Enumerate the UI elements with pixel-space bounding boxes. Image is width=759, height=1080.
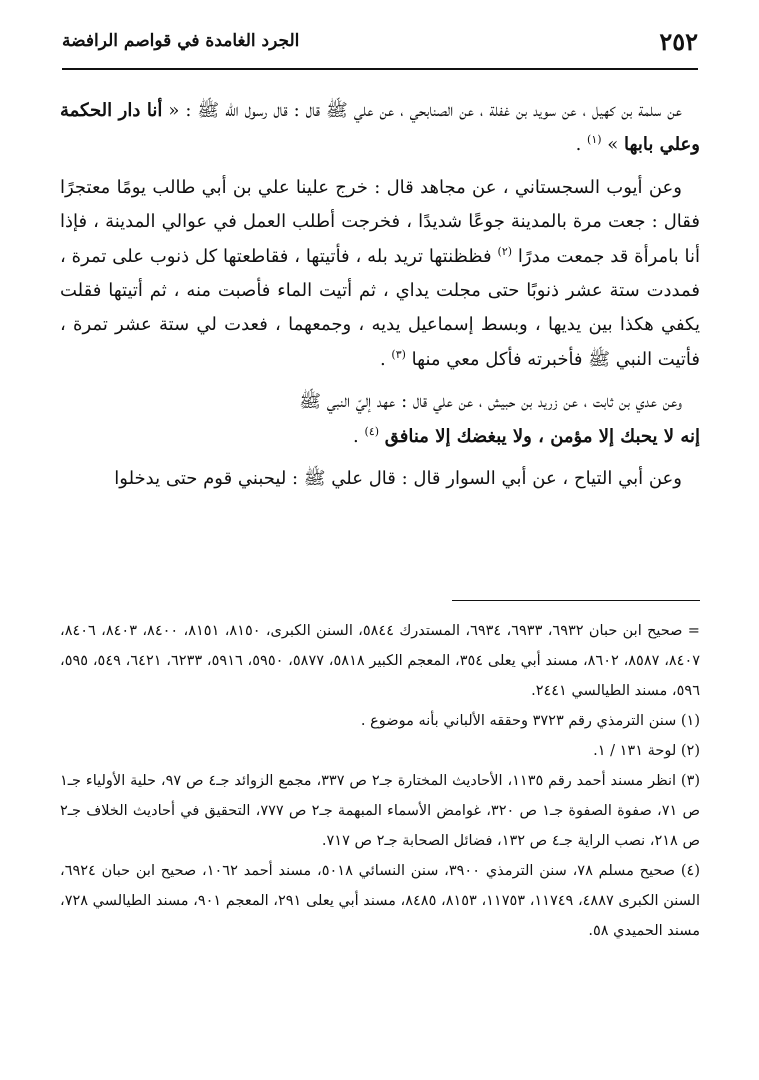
- footnote-ref-2: (٢): [497, 244, 513, 258]
- paragraph-2-text: وعن أيوب السجستاني ، عن مجاهد قال : خرج علينا علي بن أبي طالب يومًا معتجرًا فقال : جعت مرة بالمدينة جوعًا شديدًا ، فخرجت أطلب العمل في عوالي المدينة ، فإذا أنا بامرأة قد جمعت مدرًا: [60, 176, 700, 267]
- footnote-ref-1: (١): [587, 133, 602, 147]
- paragraph-1-text: عن سلمة بن كهيل ، عن سويد بن غفلة ، عن الصنابحي ، عن علي ﷺ قال : قال رسول اللّه ﷺ : «: [168, 100, 682, 121]
- paragraph-4-text: وعن أبي التياح ، عن أبي السوار قال : قال علي ﷺ : ليحبني قوم حتى يدخلوا: [114, 468, 682, 490]
- paragraph-1: [60, 94, 700, 163]
- paragraph-3-end: .: [353, 425, 359, 447]
- footnotes: [60, 616, 700, 946]
- footnote-3: (٣) انظر مسند أحمد رقم ١١٣٥، الأحاديث المختارة جـ٢ ص ٣٣٧، مجمع الزوائد جـ٤ ص ٩٧، حلية الأولياء جـ١ ص ٧١، صفوة الصفوة جـ١ ص ٣٢٠، غوامض الأسماء المبهمة جـ٢ ص ٧٧٧، التحقيق في أحاديث الخلاف جـ٢ ص ٢١٨، نصب الراية جـ٤ ص ١٣٢، فضائل الصحابة جـ٢ ص ٧١٧.: [60, 773, 701, 849]
- footnote-2: (٢) لوحة ١٣١ / ١.: [593, 743, 700, 759]
- hadith-quote-1: أنا دار الحكمة وعلي بابها: [60, 100, 700, 156]
- paragraph-2-end: .: [379, 348, 386, 370]
- footnote-ref-4: (٤): [364, 424, 380, 438]
- paragraph-3: [60, 385, 700, 454]
- running-header: [62, 20, 698, 62]
- footnote-1: (١) سنن الترمذي رقم ٣٧٢٣ وحققه الألباني بأنه موضوع .: [360, 713, 700, 729]
- paragraph-3-text: وعن عدي بن ثابت ، عن زريد بن حبيش ، عن علي قال : عهد إليّ النبي ﷺ: [299, 391, 682, 413]
- footnote-rule: [452, 600, 700, 601]
- paragraph-2: [60, 171, 700, 377]
- running-title: الجرد الغامدة في قواصم الرافضة: [62, 31, 300, 51]
- page-number: ٢٥٢: [659, 26, 698, 56]
- quote-close: »: [607, 134, 619, 156]
- hadith-quote-2: إنه لا يحبك إلا مؤمن ، ولا يبغضك إلا منافق: [384, 425, 700, 447]
- paragraph-4: [60, 462, 700, 496]
- footnote-continuation: = صحيح ابن حبان ٦٩٣٢، ٦٩٣٣، ٦٩٣٤، المستدرك ٥٨٤٤، السنن الكبرى، ٨١٥٠، ٨١٥١، ٨٤٠٠، ٨٤٠٣، ٨٤٠٦، ٨٤٠٧، ٨٥٨٧، ٨٦٠٢، مسند أبي يعلى ٣٥٤، المعجم الكبير ٥٨١٨، ٥٨٧٧، ٥٩٥٠، ٥٩١٦، ٦٢٣٣، ٦٤٢١، ٥٤٩، ٥٩٥، ٥٩٦، مسند الطيالسي ٢٤٤١.: [60, 623, 701, 699]
- footnote-ref-3: (٣): [391, 347, 406, 361]
- paragraph-1-end: .: [575, 134, 582, 156]
- footnote-4: (٤) صحيح مسلم ٧٨، سنن الترمذي ٣٩٠٠، سنن النسائي ٥٠١٨، مسند أحمد ١٠٦٢، صحيح ابن حبان ٦٩٢٤، السنن الكبرى ٤٨٨٧، ١١٧٤٩، ١١٧٥٣، ٨١٥٣، ٨٤٨٥، مسند أبي يعلى ٢٩١، المعجم ٩٠١، مسند الطيالسي ٧٢٨، مسند الحميدي ٥٨.: [60, 863, 701, 939]
- header-rule: [62, 68, 698, 70]
- paragraph-2-rest: فظظنتها تريد بله ، فأتيتها ، فقاطعتها كل ذنوب على تمرة ، فمددت ستة عشر ذنوبًا حتى مجلت يداي ، ثم أتيت الماء فأصبت منه ، ثم أتيتها فقلت يكفي هكذا بين يديها ، وبسط إسماعيل يديه ، وجمعهما ، فعدت لي ستة عشر تمرة ، فأتيت النبي ﷺ فأخبرته فأكل معي منها: [60, 245, 700, 370]
- main-text: [60, 94, 700, 504]
